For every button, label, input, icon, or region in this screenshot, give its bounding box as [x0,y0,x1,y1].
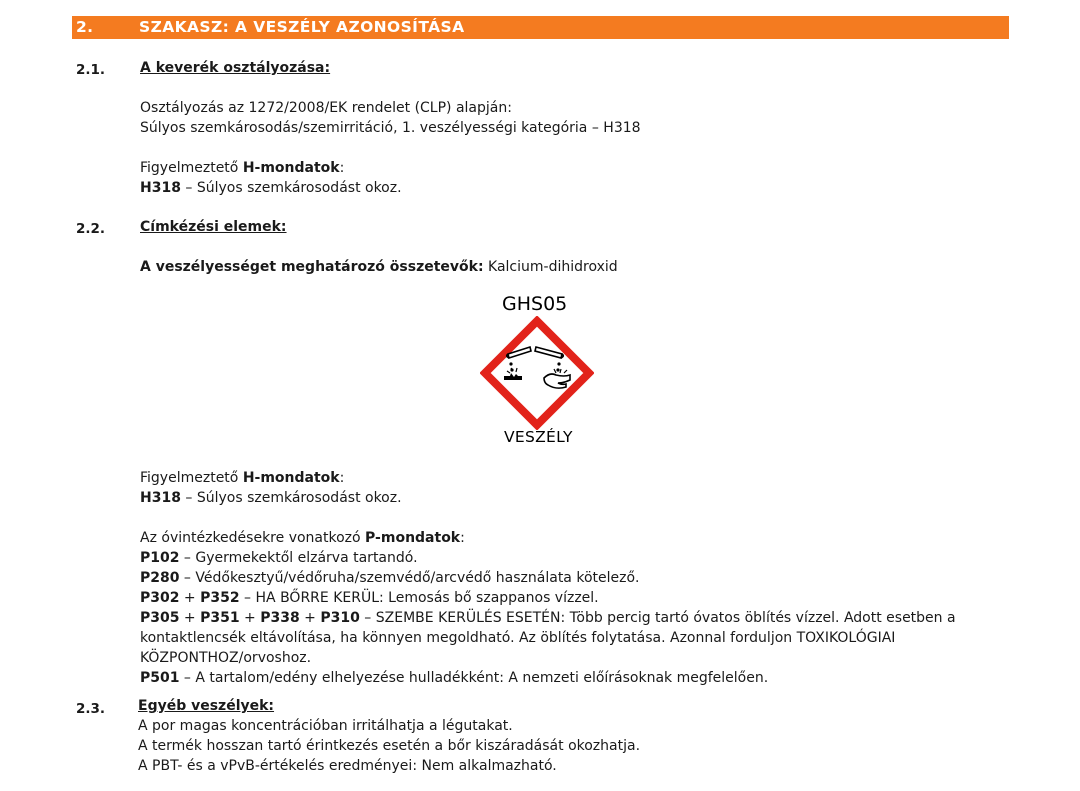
subsection-number-2-3: 2.3. [76,701,106,717]
subsection-number-2-1: 2.1. [76,62,106,78]
h318-statement: H318 – Súlyos szemkárosodást okoz. [140,180,402,196]
h-statements-heading-2: Figyelmeztető H-mondatok: [140,470,345,486]
corrosion-pictogram-icon [480,316,594,430]
classification-category: Súlyos szemkárosodás/szemirritáció, 1. veszélyességi kategória – H318 [140,120,641,136]
p-statements-heading: Az óvintézkedésekre vonatkozó P-mondatok: [140,530,465,546]
pictogram-code: GHS05 [502,293,568,315]
p305-statement-cont-1: kontaktlencsék eltávolítása, ha könnyen megoldható. Az öblítés folytatása. Azonnal forduljon TOXIKOLÓGIAI [140,630,896,646]
hazardous-components: A veszélyességet meghatározó összetevők: Kalcium-dihidroxid [140,259,618,275]
section-title: SZAKASZ: A VESZÉLY AZONOSÍTÁSA [139,18,465,36]
other-hazard-1: A por magas koncentrációban irritálhatja a légutakat. [138,718,513,734]
p280-statement: P280 – Védőkesztyű/védőruha/szemvédő/arcvédő használata kötelező. [140,570,640,586]
subsection-title-2-3: Egyéb veszélyek: [138,698,275,714]
h318-statement-2: H318 – Súlyos szemkárosodást okoz. [140,490,402,506]
subsection-title-2-1: A keverék osztályozása: [140,60,331,76]
other-hazard-3: A PBT- és a vPvB-értékelés eredményei: Nem alkalmazható. [138,758,557,774]
section-header-bar [72,16,1009,39]
p302-p352-statement: P302 + P352 – HA BŐRRE KERÜL: Lemosás bő szappanos vízzel. [140,590,599,606]
p102-statement: P102 – Gyermekektől elzárva tartandó. [140,550,418,566]
subsection-number-2-2: 2.2. [76,221,106,237]
other-hazard-2: A termék hosszan tartó érintkezés esetén a bőr kiszáradását okozhatja. [138,738,641,754]
subsection-title-2-2: Címkézési elemek: [140,219,287,235]
p305-statement: P305 + P351 + P338 + P310 – SZEMBE KERÜLÉS ESETÉN: Több percig tartó óvatos öblítés vízzel. Adott esetben a [140,610,956,626]
classification-basis: Osztályozás az 1272/2008/EK rendelet (CLP) alapján: [140,100,512,116]
p305-statement-cont-2: KÖZPONTHOZ/orvoshoz. [140,650,312,666]
h-statements-heading: Figyelmeztető H-mondatok: [140,160,345,176]
section-number: 2. [76,18,94,36]
p501-statement: P501 – A tartalom/edény elhelyezése hulladékként: A nemzeti előírásoknak megfelelően. [140,670,769,686]
signal-word: VESZÉLY [504,428,573,446]
